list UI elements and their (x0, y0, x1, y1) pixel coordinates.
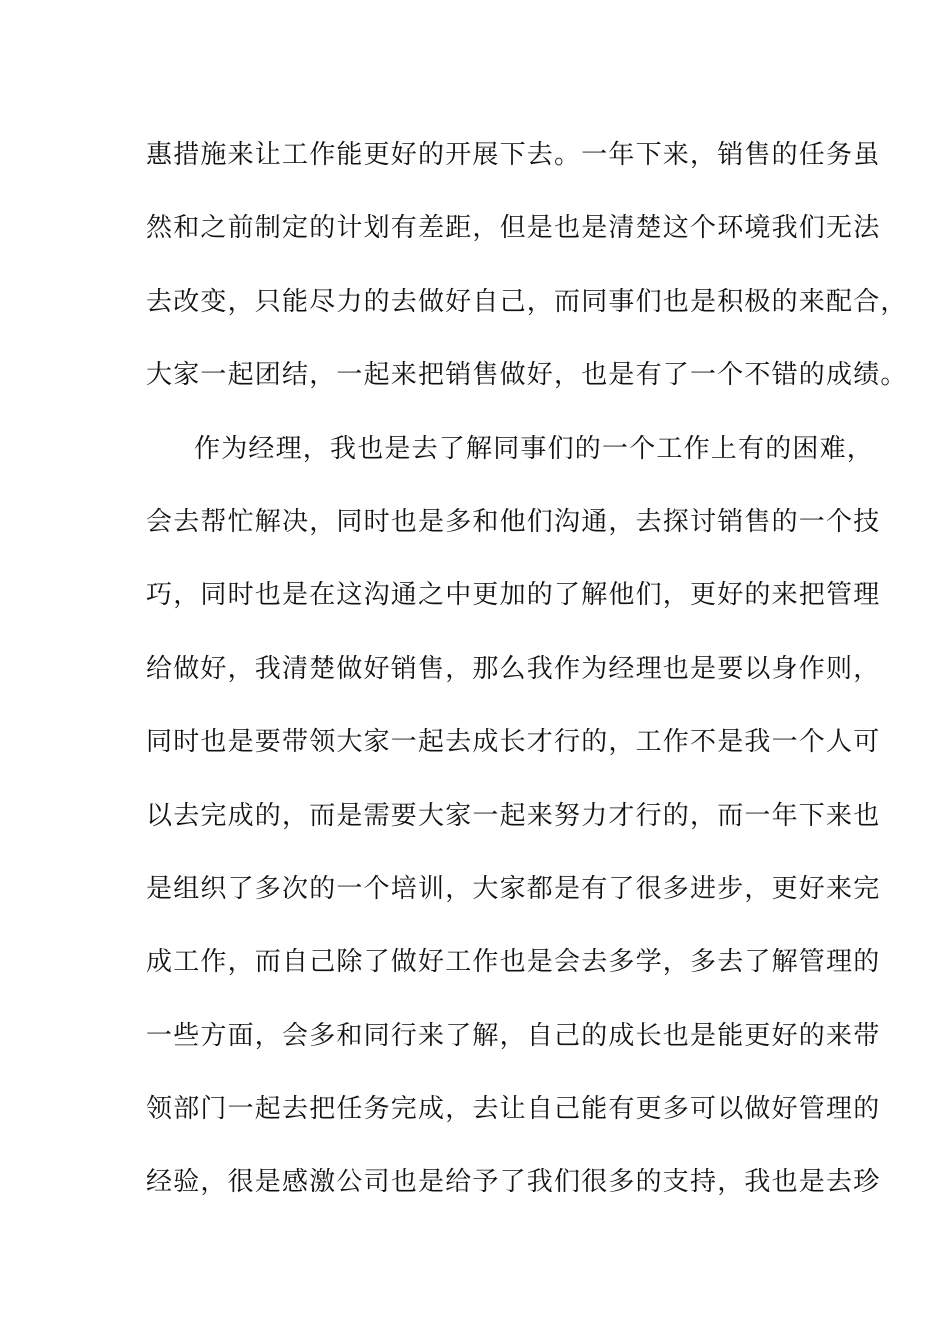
body-text (146, 133, 908, 1234)
text-line: 同时也是要带领大家一起去成长才行的，工作不是我一个人可 (146, 727, 881, 758)
text-line: 然和之前制定的计划有差距，但是也是清楚这个环境我们无法 (146, 213, 881, 244)
text-line: 是组织了多次的一个培训，大家都是有了很多进步，更好来完 (146, 873, 881, 904)
text-line: 成工作，而自己除了做好工作也是会去多学，多去了解管理的 (146, 947, 881, 978)
text-line: 惠措施来让工作能更好的开展下去。一年下来，销售的任务虽 (146, 140, 881, 170)
text-line: 给做好，我清楚做好销售，那么我作为经理也是要以身作则， (146, 653, 881, 684)
text-line: 大家一起团结，一起来把销售做好，也是有了一个不错的成绩。 (146, 360, 908, 391)
paragraph-start-line: 作为经理，我也是去了解同事们的一个工作上有的困难， (194, 433, 875, 464)
text-line: 会去帮忙解决，同时也是多和他们沟通，去探讨销售的一个技 (146, 506, 881, 537)
text-line: 以去完成的，而是需要大家一起来努力才行的，而一年下来也 (146, 800, 881, 831)
text-line: 去改变，只能尽力的去做好自己，而同事们也是积极的来配合， (146, 286, 908, 317)
text-line: 经验，很是感激公司也是给予了我们很多的支持，我也是去珍 (146, 1167, 881, 1198)
text-line: 领部门一起去把任务完成，去让自己能有更多可以做好管理的 (146, 1094, 881, 1125)
text-line: 一些方面，会多和同行来了解，自己的成长也是能更好的来带 (146, 1020, 881, 1051)
text-line: 巧，同时也是在这沟通之中更加的了解他们，更好的来把管理 (146, 580, 881, 611)
